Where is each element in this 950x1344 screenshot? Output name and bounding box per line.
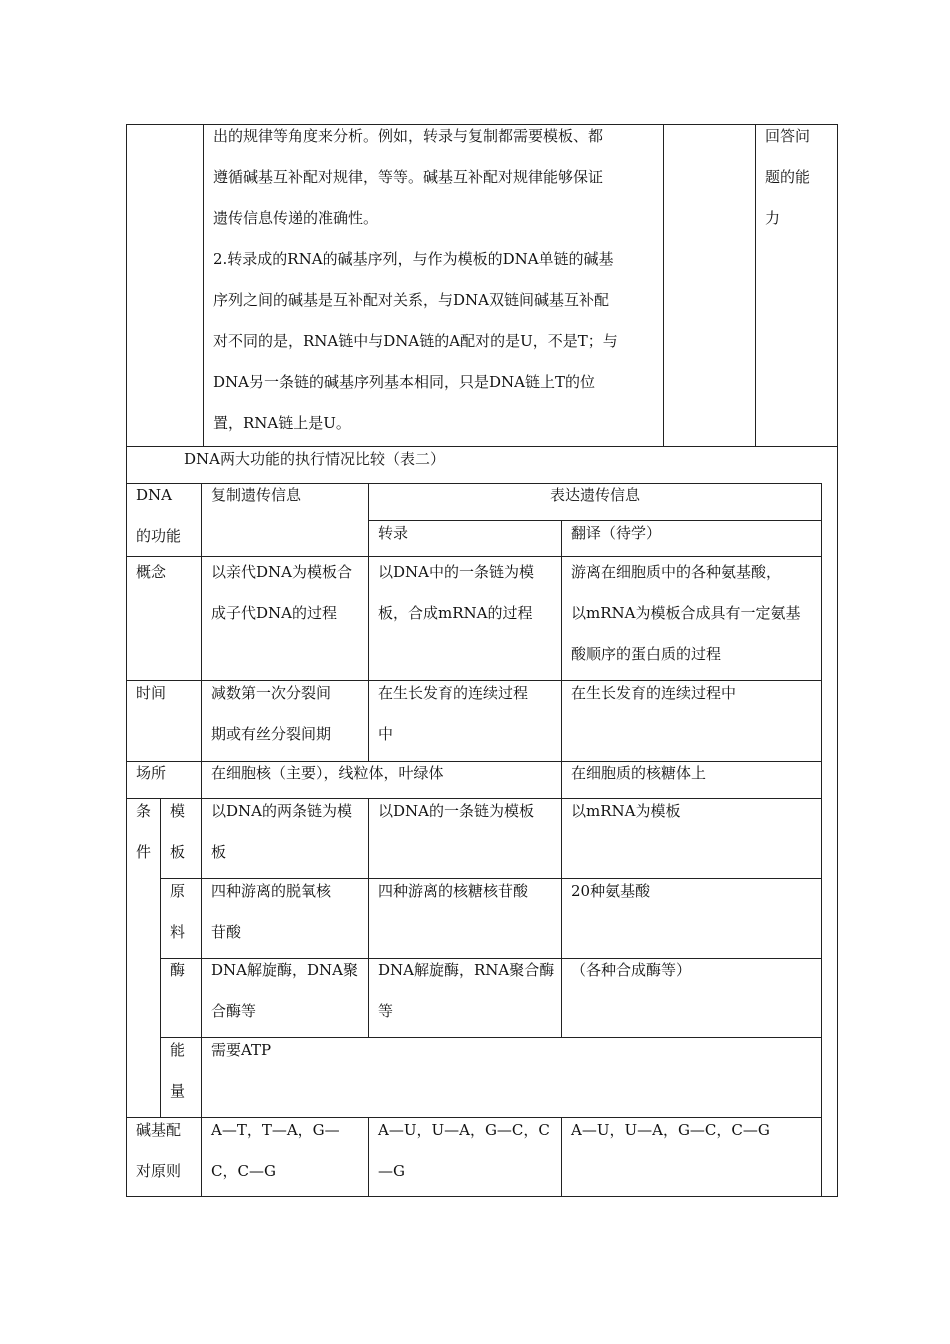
text-line: 量 (170, 1082, 186, 1100)
header-transcribe: 转录 (378, 524, 409, 542)
text-line: 序列之间的碱基是互补配对关系，与DNA双链间碱基互补配 (213, 291, 609, 309)
text-line: 板，合成mRNA的过程 (378, 604, 533, 622)
text-line: DNA (136, 486, 172, 504)
text-line: 遵循碱基互补配对规律，等等。碱基互补配对规律能够保证 (213, 168, 604, 186)
col-line (160, 798, 161, 1117)
enzyme-replicate (211, 950, 367, 1032)
material-transcribe (378, 871, 560, 912)
analysis-text (213, 116, 661, 444)
place-ribosome: 在细胞质的核糖体上 (571, 764, 707, 782)
time-transcribe (378, 673, 560, 755)
text-line: 以DNA中的一条链为模 (378, 563, 534, 581)
sub-label-enzyme (170, 950, 198, 991)
text-line: 的功能 (136, 527, 182, 545)
sub-label-energy (170, 1030, 198, 1112)
col-line (368, 1117, 369, 1197)
col-line (561, 1117, 562, 1197)
text-line: 期或有丝分裂间期 (211, 725, 332, 743)
pairing-transcribe (378, 1110, 560, 1192)
energy-value: 需要ATP (211, 1041, 272, 1059)
ability-text (765, 116, 835, 239)
text-line: 板 (211, 843, 227, 861)
time-translate (571, 673, 821, 714)
text-line: 以mRNA为模板 (571, 802, 681, 820)
text-line: 成子代DNA的过程 (211, 604, 337, 622)
text-line: 以DNA的一条链为模板 (378, 802, 534, 820)
text-line: 等 (378, 1002, 394, 1020)
text-line: 合酶等 (211, 1002, 257, 1020)
text-line: 以亲代DNA为模板合 (211, 563, 352, 581)
text-line: A—U，U—A，G—C，C (378, 1121, 550, 1139)
text-line: 四种游离的脱氧核 (211, 882, 332, 900)
text-line: A—T，T—A，G— (211, 1121, 340, 1139)
pairing-translate (571, 1110, 821, 1151)
text-line: 酸顺序的蛋白质的过程 (571, 645, 722, 663)
row-label-pairing (136, 1110, 198, 1192)
text-line: DNA另一条链的碱基序列基本相同，只是DNA链上T的位 (213, 373, 595, 391)
text-line: A—U，U—A，G—C，C—G (571, 1121, 770, 1139)
text-line: 对原则 (136, 1162, 182, 1180)
text-line: 板 (170, 843, 186, 861)
col-line (368, 798, 369, 1037)
row-label-concept: 概念 (136, 563, 167, 581)
top-divider-3 (755, 124, 756, 446)
text-line: —G (378, 1162, 405, 1180)
text-line: 中 (378, 725, 394, 743)
concept-translate (571, 552, 821, 675)
template-translate (571, 791, 821, 832)
row-label-conditions (136, 791, 158, 873)
text-line: 四种游离的核糖核苷酸 (378, 882, 529, 900)
text-line: 出的规律等角度来分析。例如，转录与复制都需要模板、都 (213, 127, 604, 145)
text-line: 题的能 (765, 168, 811, 186)
text-line: 回答问 (765, 127, 811, 145)
material-translate (571, 871, 821, 912)
col-line (368, 483, 369, 761)
sub-label-material (170, 871, 198, 953)
text-line: 条 (136, 802, 152, 820)
place-nucleus: 在细胞核（主要），线粒体，叶绿体 (211, 764, 444, 782)
text-line: 苷酸 (211, 923, 242, 941)
col-line (561, 520, 562, 1037)
text-line: DNA解旋酶，RNA聚合酶 (378, 961, 555, 979)
text-line: 减数第一次分裂间 (211, 684, 332, 702)
text-line: 能 (170, 1041, 186, 1059)
text-line: 对不同的是，RNA链中与DNA链的A配对的是U，不是T；与 (213, 332, 618, 350)
text-line: 碱基配 (136, 1121, 182, 1139)
row-label-time: 时间 (136, 684, 167, 702)
time-replicate (211, 673, 367, 755)
text-line: DNA解旋酶，DNA聚 (211, 961, 358, 979)
enzyme-transcribe (378, 950, 560, 1032)
header-function (136, 475, 198, 557)
text-line: 酶 (170, 961, 186, 979)
text-line: 20种氨基酸 (571, 882, 651, 900)
text-line: 原 (170, 882, 186, 900)
header-replicate: 复制遗传信息 (211, 486, 302, 504)
header-express: 表达遗传信息 (549, 486, 640, 504)
pairing-replicate (211, 1110, 367, 1192)
text-line: 料 (170, 923, 186, 941)
row-label-place: 场所 (136, 764, 167, 782)
table2-caption: DNA两大功能的执行情况比较（表二） (184, 450, 445, 468)
text-line: C，C—G (211, 1162, 276, 1180)
template-replicate (211, 791, 367, 873)
text-line: 件 (136, 843, 152, 861)
text-line: 遗传信息传递的准确性。 (213, 209, 379, 227)
top-divider-2 (663, 124, 664, 446)
material-replicate (211, 871, 367, 953)
text-line: 在生长发育的连续过程中 (571, 684, 737, 702)
text-line: （各种合成酶等） (571, 961, 692, 979)
text-line: 模 (170, 802, 186, 820)
text-line: 以mRNA为模板合成具有一定氨基 (571, 604, 801, 622)
text-line: 以DNA的两条链为模 (211, 802, 352, 820)
text-line: 游离在细胞质中的各种氨基酸， (571, 563, 782, 581)
col-line (201, 483, 202, 1197)
text-line: 在生长发育的连续过程 (378, 684, 529, 702)
header-translate: 翻译（待学） (571, 524, 662, 542)
template-transcribe (378, 791, 560, 832)
concept-replicate (211, 552, 367, 634)
top-divider-1 (203, 124, 204, 446)
sub-label-template (170, 791, 198, 873)
concept-transcribe (378, 552, 560, 634)
enzyme-translate (571, 950, 821, 991)
text-line: 置，RNA链上是U。 (213, 414, 351, 432)
text-line: 2.转录成的RNA的碱基序列，与作为模板的DNA单链的碱基 (213, 250, 614, 268)
text-line: 力 (765, 209, 781, 227)
